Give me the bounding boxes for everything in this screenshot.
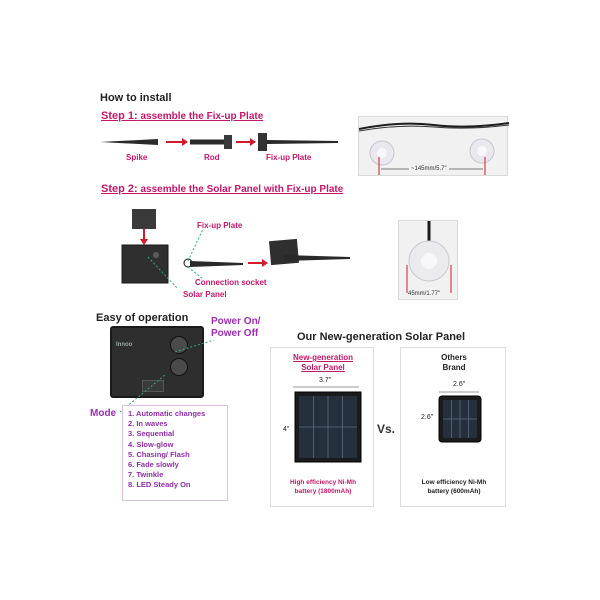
solar-panel-box-icon (122, 245, 168, 283)
large-solar-panel-icon (289, 384, 369, 464)
fixup-plate-label-2: Fix-up Plate (197, 221, 243, 230)
step1-text: assemble the Fix-up Plate (137, 111, 264, 122)
others-label: Others Brand (441, 353, 467, 372)
others-panel-card (400, 347, 506, 507)
arrow-icon (248, 259, 268, 267)
mode-item: 6. Fade slowly (128, 460, 179, 470)
light-string-photo (358, 116, 508, 176)
mode-item: 5. Chasing/ Flash (128, 449, 190, 459)
light-closeup-image (399, 221, 459, 301)
assembled-panel-icon (269, 239, 350, 265)
others-panel-height: 2.6" (421, 414, 434, 421)
rod-label: Rod (204, 153, 220, 162)
dimension-2: 45mm/1.77" (408, 291, 441, 297)
rod-icon (190, 135, 232, 149)
mode-list (122, 405, 228, 501)
arrow-icon (236, 138, 256, 146)
how-to-install-heading: How to install (100, 92, 172, 104)
dimension-1: ~145mm/5.7" (411, 166, 447, 172)
brand-logo: Innoo (116, 342, 133, 348)
mode-item: 4. Slow-glow (128, 439, 174, 449)
others-panel-width: 2.6" (453, 381, 466, 388)
step1-prefix: Step 1: (101, 110, 138, 122)
our-panel-desc: High efficiency Ni-Mh battery (1800mAh) (289, 479, 357, 495)
mode-item: 2. In waves (128, 419, 168, 429)
mode-item: 3. Sequential (128, 429, 175, 439)
small-panel-icon (132, 209, 156, 229)
mode-label: Mode (90, 408, 117, 419)
step2-text: assemble the Solar Panel with Fix-up Plate (137, 184, 344, 195)
snowflake-icon (409, 241, 449, 281)
mode-item: 7. Twinkle (128, 470, 164, 480)
our-panel-label: New-generation Solar Panel (292, 353, 353, 372)
easy-operation-heading: Easy of operation (96, 312, 189, 324)
stake-icon (184, 259, 243, 267)
step2-prefix: Step 2: (101, 183, 138, 195)
others-desc: Low efficiency Ni-Mh battery (600mAh) (421, 479, 487, 495)
step1-diagram (98, 124, 348, 154)
light-closeup-photo (398, 220, 458, 300)
spike-icon (100, 139, 158, 145)
step1-heading (101, 110, 263, 122)
vs-label: Vs. (377, 422, 396, 436)
arrow-icon (166, 138, 188, 146)
snowflake-icon (470, 139, 494, 163)
mode-item: 1. Automatic changes (128, 409, 206, 418)
our-panel-height: 4" (283, 426, 290, 433)
connection-socket-label: Connection socket (195, 278, 267, 287)
step2-heading (101, 183, 343, 195)
comparison-heading: Our New-generation Solar Panel (297, 331, 466, 343)
our-panel-width: 3.7" (319, 377, 332, 384)
power-label: Power On/ Power Off (211, 316, 261, 339)
spike-label: Spike (126, 153, 148, 162)
small-solar-panel-icon (435, 390, 485, 450)
mode-item: 8. LED Steady On (128, 480, 191, 490)
snowflake-icon (370, 141, 394, 165)
solar-panel-label: Solar Panel (183, 290, 227, 299)
our-panel-card (270, 347, 374, 507)
fixup-plate-label: Fix-up Plate (266, 153, 312, 162)
down-arrow-icon (140, 229, 148, 245)
fixup-plate-icon (258, 133, 338, 151)
